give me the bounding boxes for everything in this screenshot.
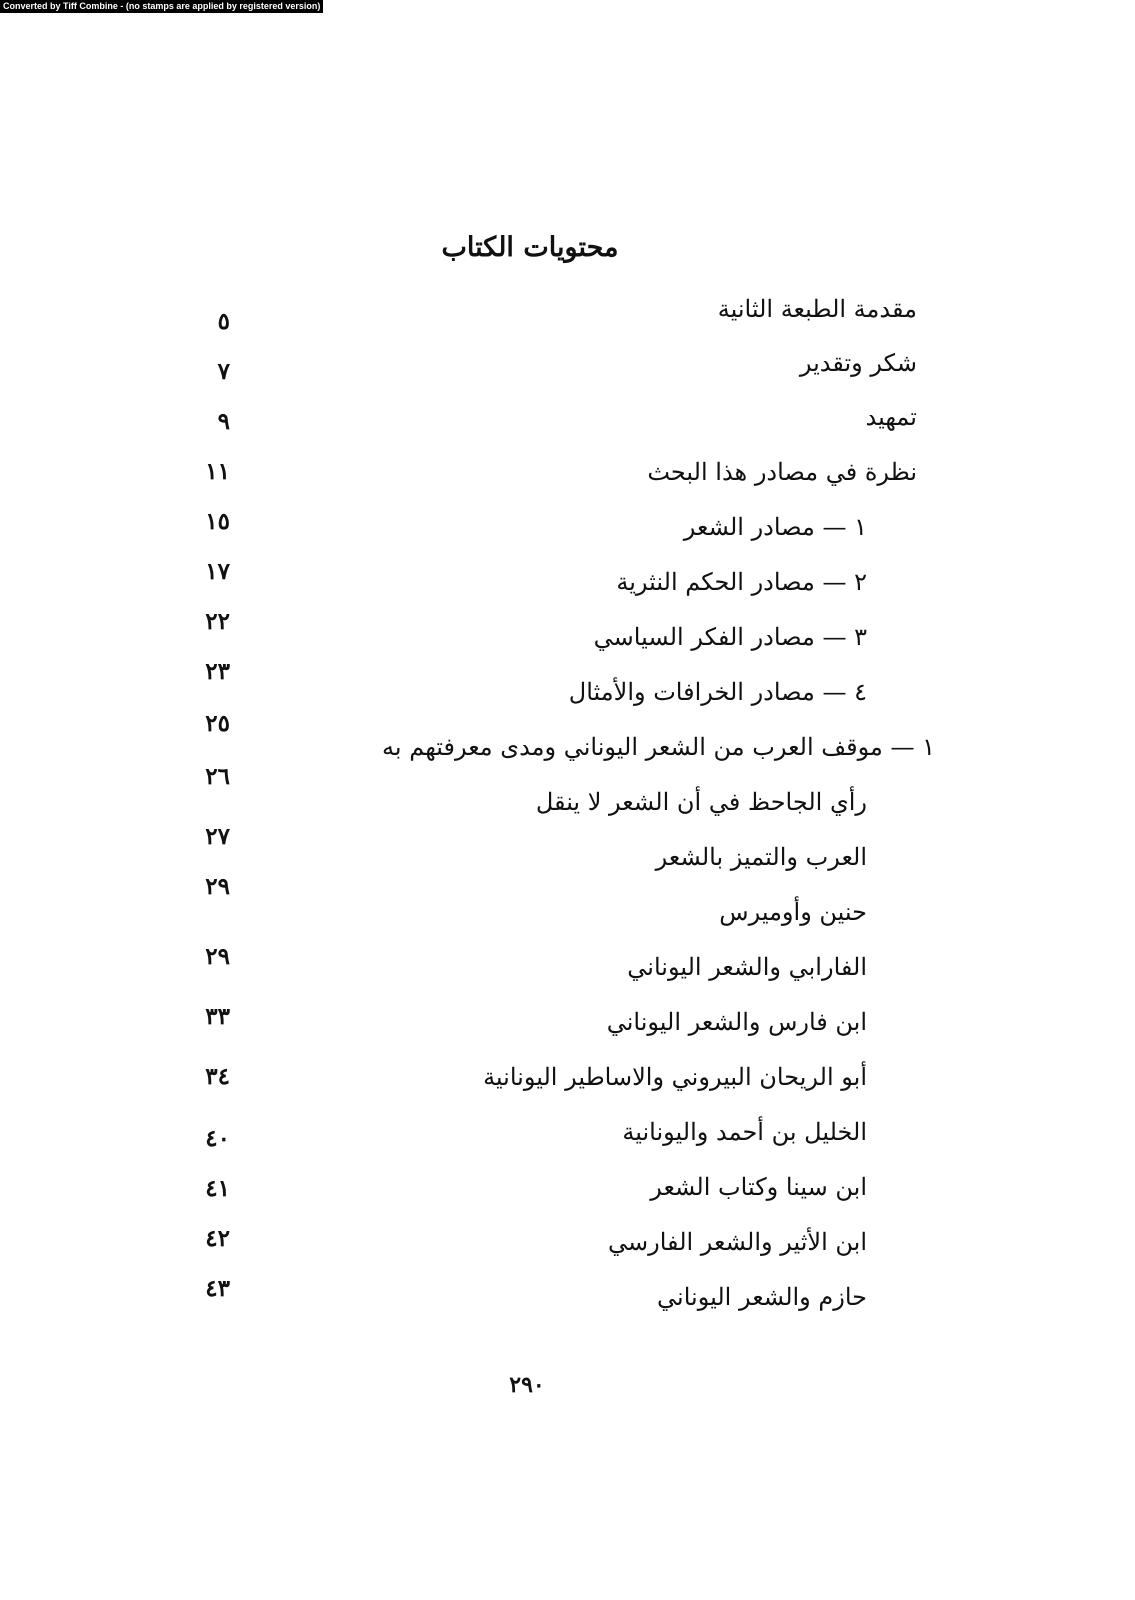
toc-entry-text: ١ — موقف العرب من الشعر اليوناني ومدى معرفتهم به [382, 733, 935, 761]
page-number: ٢٩٠ [509, 1372, 545, 1398]
toc-entry-text: ابن الأثير والشعر الفارسي [608, 1228, 867, 1256]
toc-entry-text: ٢ — مصادر الحكم النثرية [616, 568, 867, 596]
toc-entry-page: ٢٩ [205, 943, 230, 970]
toc-entry-page: ٩ [217, 408, 230, 435]
converter-notice: Converted by Tiff Combine - (no stamps are applied by registered version) [0, 0, 323, 13]
toc-entry-text: شكر وتقدير [799, 349, 917, 377]
toc-entry-text: ١ — مصادر الشعر [683, 513, 867, 541]
toc-entry-text: ابن فارس والشعر اليوناني [606, 1008, 867, 1036]
toc-entry-text: نظرة في مصادر هذا البحث [647, 458, 917, 486]
toc-entry-text: الفارابي والشعر اليوناني [627, 953, 867, 981]
toc-entry-page: ٢٧ [205, 823, 230, 850]
toc-entry-page: ١٧ [205, 558, 230, 585]
toc-entry-text: حنين وأوميرس [719, 898, 867, 926]
toc-entry-page: ٣٣ [205, 1003, 230, 1030]
page-title: محتويات الكتاب [441, 232, 619, 263]
toc-entry-page: ٣٤ [205, 1063, 230, 1090]
toc-entry-text: العرب والتميز بالشعر [655, 843, 867, 871]
toc-entry-page: ٢٣ [205, 658, 230, 685]
toc-entry-page: ٥ [217, 308, 230, 335]
toc-entry-page: ٧ [217, 358, 230, 385]
toc-entry-text: ابن سينا وكتاب الشعر [650, 1173, 867, 1201]
toc-entry-text: أبو الريحان البيروني والاساطير اليونانية [483, 1063, 867, 1091]
toc-entry-page: ٢٥ [205, 710, 230, 737]
toc-entry-page: ١١ [205, 458, 230, 485]
toc-entry-page: ٤١ [205, 1175, 230, 1202]
toc-entry-text: تمهيد [865, 403, 917, 431]
toc-entry-text: حازم والشعر اليوناني [657, 1283, 867, 1311]
toc-entry-page: ٢٩ [205, 873, 230, 900]
toc-entry-text: رأي الجاحظ في أن الشعر لا ينقل [535, 788, 867, 816]
toc-entry-page: ٤٢ [205, 1225, 230, 1252]
toc-entry-page: ٤٠ [205, 1125, 230, 1152]
toc-entry-text: ٣ — مصادر الفكر السياسي [593, 623, 867, 651]
toc-entry-page: ٢٦ [205, 763, 230, 790]
toc-entry-page: ٤٣ [205, 1275, 230, 1302]
toc-entry-text: الخليل بن أحمد واليونانية [622, 1118, 867, 1146]
toc-entry-text: مقدمة الطبعة الثانية [717, 295, 917, 323]
toc-entry-page: ١٥ [205, 508, 230, 535]
toc-entry-page: ٢٢ [205, 608, 230, 635]
toc-entry-text: ٤ — مصادر الخرافات والأمثال [568, 678, 867, 706]
